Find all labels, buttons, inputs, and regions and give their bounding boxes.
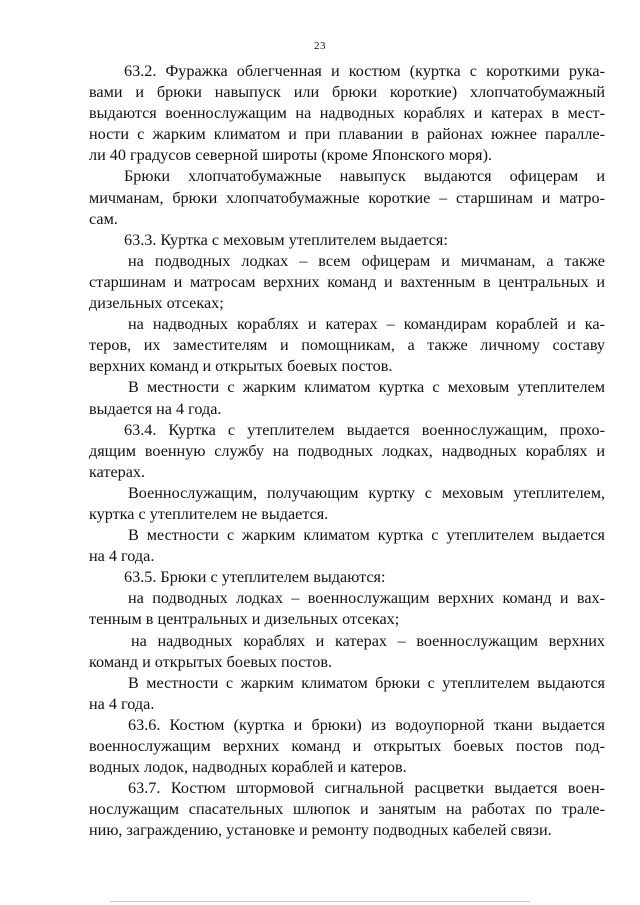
page-number: 23: [314, 40, 326, 52]
text-line: 63.3. Куртка с меховым утеплителем выдается:: [124, 230, 448, 249]
text-line: ности с жарким климатом и при плавании в районах южнее паралле-: [89, 125, 605, 144]
text-line: 63.5. Брюки с утеплителем выдаются:: [124, 568, 386, 587]
text-line: на 4 года.: [89, 694, 155, 713]
text-line: катерах.: [89, 462, 146, 481]
text-line: ли 40 градусов северной широты (кроме Японского моря).: [89, 146, 493, 165]
text-line: вами и брюки навыпуск или брюки короткие) хлопчатобумажный: [89, 83, 605, 102]
text-line: сам.: [89, 209, 118, 228]
text-line: нию, заграждению, установке и ремонту подводных кабелей связи.: [89, 821, 552, 840]
text-line: куртка с утеплителем не выдается.: [89, 504, 329, 523]
text-line: 63.6. Костюм (куртка и брюки) из водоупорной ткани выдается: [128, 715, 605, 734]
text-line: на подводных лодках – военнослужащим верхних команд и вах-: [128, 589, 605, 608]
scan-edge-line: [110, 901, 530, 902]
text-line: дящим военную службу на подводных лодках, надводных кораблях и: [89, 441, 605, 460]
text-line: на 4 года.: [89, 547, 155, 566]
text-line: тенным в центральных и дизельных отсеках;: [89, 610, 400, 629]
text-line: В местности с жарким климатом куртка с меховым утеплителем: [128, 378, 605, 397]
document-body: [89, 61, 605, 841]
text-line: на подводных лодках – всем офицерам и мичманам, а также: [128, 251, 605, 270]
text-line: старшинам и матросам верхних команд и вахтенным в центральных и: [89, 272, 605, 291]
text-line: 63.4. Куртка с утеплителем выдается военнослужащим, прохо-: [124, 420, 605, 439]
text-line: мичманам, брюки хлопчатобумажные короткие – старшинам и матро-: [89, 188, 605, 207]
text-line: на надводных кораблях и катерах – военнослужащим верхних: [131, 631, 605, 650]
text-line: верхних команд и открытых боевых постов.: [89, 357, 393, 376]
text-line: военнослужащим верхних команд и открытых боевых постов под-: [89, 737, 605, 755]
text-line: выдается на 4 года.: [89, 399, 222, 418]
text-line: дизельных отсеках;: [89, 294, 224, 313]
text-line: 63.2. Фуражка облегченная и костюм (куртка с короткими рука-: [124, 62, 605, 80]
text-line: теров, их заместителям и помощникам, а также личному составу: [89, 336, 605, 355]
text-line: 63.7. Костюм штормовой сигнальной расцветки выдается воен-: [128, 779, 605, 798]
text-line: Военнослужащим, получающим куртку с меховым утеплителем,: [128, 483, 605, 502]
text-line: на надводных кораблях и катерах – командирам кораблей и ка-: [128, 315, 605, 334]
text-line: команд и открытых боевых постов.: [89, 652, 333, 671]
text-line: Брюки хлопчатобумажные навыпуск выдаются офицерам и: [124, 167, 605, 186]
text-line: нослужащим спасательных шлюпок и занятым на работах по трале-: [89, 800, 605, 819]
text-line: В местности с жарким климатом куртка с утеплителем выдается: [128, 526, 605, 545]
text-line: водных лодок, надводных кораблей и катеров.: [89, 758, 407, 777]
text-line: выдаются военнослужащим на надводных кораблях и катерах в мест-: [89, 104, 605, 123]
text-line: В местности с жарким климатом брюки с утеплителем выдаются: [128, 673, 605, 692]
